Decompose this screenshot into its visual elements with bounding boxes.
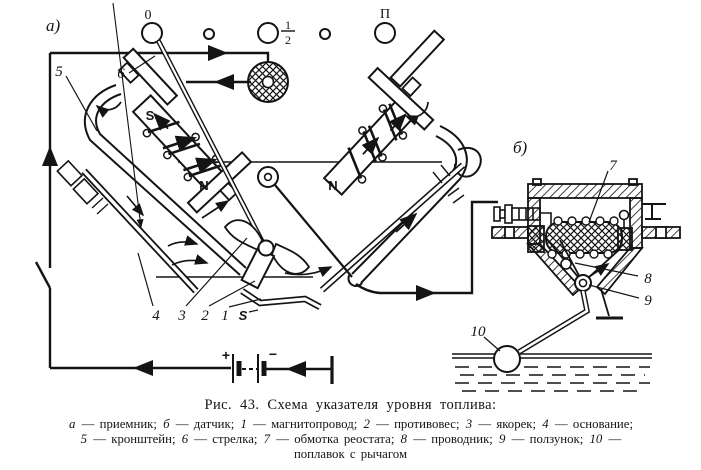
armature-axis-ring bbox=[258, 167, 278, 187]
figure-caption bbox=[0, 397, 701, 462]
terminal-screw bbox=[620, 211, 629, 220]
callout-8: 8 bbox=[644, 271, 652, 287]
part-a-label: а) bbox=[46, 16, 61, 35]
legend-key: 9 bbox=[499, 432, 506, 446]
callout-7: 7 bbox=[609, 158, 617, 174]
figure-title: Рис. 43. Схема указателя уровня топлива: bbox=[204, 397, 497, 413]
scale-zero-label: 0 bbox=[144, 8, 152, 23]
scale-mark-small-2 bbox=[320, 29, 330, 39]
base-strip bbox=[57, 161, 196, 291]
legend-key: 2 bbox=[363, 417, 370, 431]
legend-key: 3 bbox=[465, 417, 473, 431]
part-b-label: б) bbox=[513, 138, 528, 157]
slider-pivot bbox=[575, 275, 591, 291]
callout-5: 5 bbox=[55, 64, 63, 80]
receiver-diagram bbox=[36, 3, 498, 384]
legend-key: 1 bbox=[240, 417, 247, 431]
armature-lobe-right bbox=[272, 244, 309, 274]
damper-disc bbox=[248, 62, 288, 102]
scale-marks bbox=[142, 23, 395, 43]
battery-minus-label: − bbox=[268, 346, 278, 362]
pole-s-bottom-label: S bbox=[238, 308, 248, 323]
scale-mark-small-1 bbox=[204, 29, 214, 39]
legend-key: 8 bbox=[400, 432, 408, 446]
scale-half-numerator: 1 bbox=[285, 18, 291, 32]
legend-key: 5 bbox=[80, 432, 88, 446]
legend-line: поплавок с рычагом bbox=[293, 447, 408, 461]
scale-mark-full bbox=[375, 23, 395, 43]
legend-line: а — приемник; б — датчик; 1 — магнитопровод; 2 — противовес; 3 — якорек; 4 — основание; bbox=[69, 417, 633, 431]
pivot-circle bbox=[259, 241, 274, 256]
legend-key: 10 bbox=[589, 432, 603, 446]
battery-plus-label: + bbox=[221, 347, 231, 363]
scale-mark-half bbox=[258, 23, 278, 43]
legend-key: б bbox=[163, 417, 170, 431]
float-assembly bbox=[452, 291, 652, 391]
right-coil-mount-bar bbox=[391, 31, 444, 87]
rheostat-winding bbox=[528, 211, 632, 259]
pole-n-right-label: N bbox=[328, 178, 338, 193]
wire-top bbox=[50, 53, 268, 62]
battery-symbol bbox=[233, 354, 332, 384]
callout-4: 4 bbox=[152, 308, 160, 324]
pole-s-left-label: S bbox=[145, 108, 155, 123]
callout-10: 10 bbox=[470, 324, 486, 340]
callout-2: 2 bbox=[201, 308, 209, 324]
flux-arrow-base bbox=[127, 196, 143, 215]
callout-6: 6 bbox=[117, 66, 125, 82]
armature-lobe-left bbox=[225, 220, 262, 250]
legend-key: а bbox=[69, 417, 76, 431]
legend-line: 5 — кронштейн; 6 — стрелка; 7 — обмотка реостата; 8 — проводник; 9 — ползунок; 10 — bbox=[80, 432, 622, 446]
switch-icon bbox=[36, 262, 50, 288]
callout-1: 1 bbox=[221, 308, 229, 324]
callout-3: 3 bbox=[178, 308, 186, 324]
figure-legend bbox=[0, 417, 701, 462]
legend-key: 7 bbox=[263, 432, 271, 446]
legend-key: 4 bbox=[542, 417, 549, 431]
float-lever bbox=[519, 291, 587, 352]
pole-n-left-label: N bbox=[199, 178, 209, 193]
scale-full-label: П bbox=[379, 7, 391, 22]
scale-half-denominator: 2 bbox=[285, 33, 291, 47]
callout-9: 9 bbox=[644, 293, 652, 309]
legend-key: 6 bbox=[181, 432, 189, 446]
